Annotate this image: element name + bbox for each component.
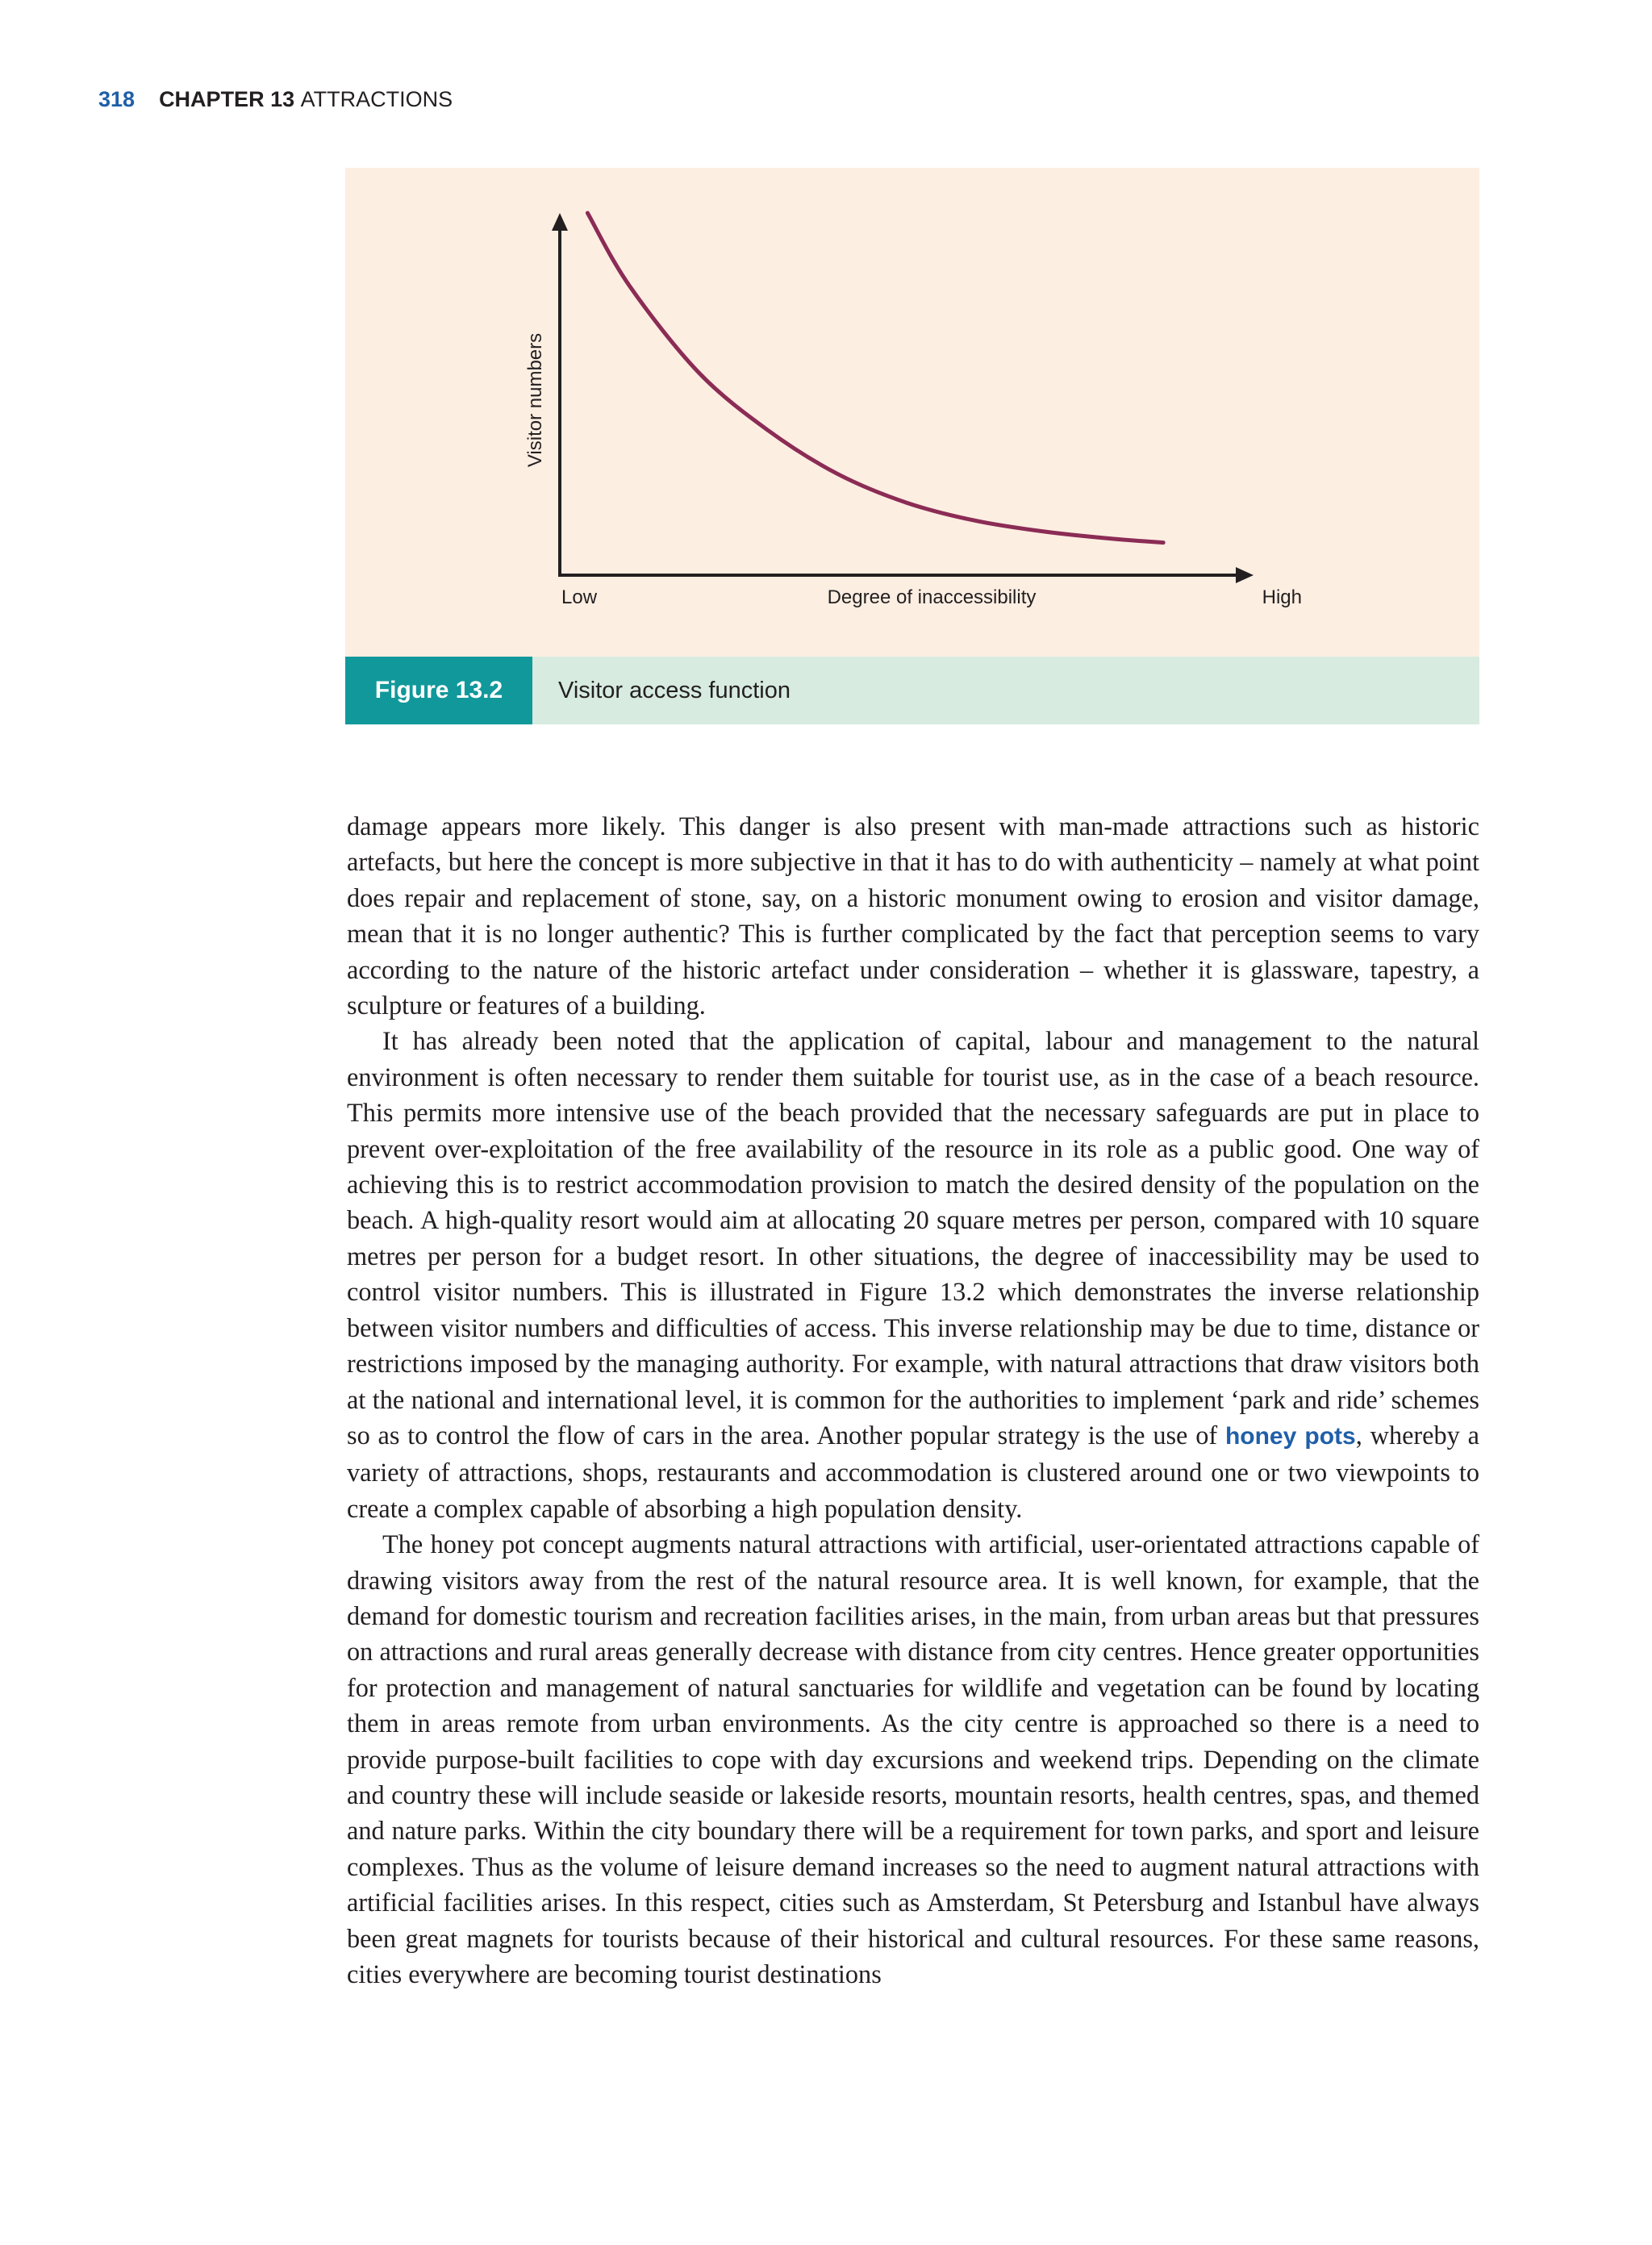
paragraph-text: damage appears more likely. This danger is also present with man-made attractions such as historic artefacts, but here the concept is more subjective in that it has to do with authenticity – namely at what point does repair and replacement of stone, say, on a historic monument owing to erosion and visitor damage, mean that it is no longer authentic? This is further complicated by the fact that perception seems to vary according to the nature of the historic artefact under consideration – whether it is glassware, tapestry, a sculpture or features of a building. — [347, 812, 1479, 1020]
paragraph — [347, 1023, 1479, 1526]
chapter-title: ATTRACTIONS — [300, 87, 453, 111]
paragraph — [347, 1526, 1479, 1992]
y-axis-label: Visitor numbers — [524, 332, 546, 468]
series-curve — [587, 213, 1163, 543]
paragraph-text: It has already been noted that the application of capital, labour and management to the natural environment is often necessary to render them suitable for tourist use, as in the case of a beach resource. This permits more intensive use of the beach provided that the necessary safeguards are put in place to prevent over-exploitation of the free availability of the resource in its role as a public good. One way of achieving this is to restrict accommodation provision to match the desired density of the population on the beach. A high-quality resort would aim at allocating 20 square metres per person, compared with 10 square metres per person for a budget resort. In other situations, the degree of inaccessibility may be used to control visitor numbers. This is illustrated in Figure 13.2 which demonstrates the inverse relationship between visitor numbers and difficulties of access. This inverse relationship may be due to time, distance or restrictions imposed by the managing authority. For example, with natural attractions that draw visitors both at the national and international level, it is common for the authorities to implement ‘park and ride’ schemes so as to control the flow of cars in the area. Another popular strategy is the use of — [347, 1026, 1479, 1450]
page-number: 318 — [98, 87, 136, 111]
figure-caption-text: Visitor access function — [558, 677, 791, 703]
figure-number: Figure 13.2 — [345, 657, 532, 724]
chapter-label: CHAPTER 13 — [159, 87, 295, 111]
key-term-link[interactable]: honey pots — [1224, 1422, 1356, 1450]
x-axis-arrow — [1236, 567, 1254, 583]
figure-caption — [345, 657, 1479, 724]
x-tick-label-high: High — [1262, 586, 1302, 608]
paragraph-text: , whereby a variety of attractions, shops, restaurants and accommodation is clustered around one or two viewpoints to create a complex capable of absorbing a high population density. — [347, 1420, 1479, 1523]
running-head — [98, 87, 453, 112]
x-tick-label-low: Low — [561, 586, 598, 608]
x-axis-label: Degree of inaccessibility — [827, 586, 1037, 608]
paragraph — [347, 808, 1479, 1023]
body-text — [347, 808, 1479, 1992]
paragraph-text: The honey pot concept augments natural attractions with artificial, user-orientated attractions capable of drawing visitors away from the rest of the natural resource area. It is well known, for example, that the demand for domestic tourism and recreation facilities arises, in the main, from urban areas but that pressures on attractions and rural areas generally decrease with distance from city centres. Hence greater opportunities for protection and management of natural sanctuaries for wildlife and vegetation can be found by locating them in areas remote from urban environments. As the city centre is approached so there is a need to provide purpose-built facilities to cope with day excursions and weekend trips. Depending on the climate and country these will include seaside or lakeside resorts, mountain resorts, health centres, spas, and themed and nature parks. Within the city boundary there will be a requirement for town parks, and sport and leisure complexes. Thus as the volume of leisure demand increases so the need to augment natural attractions with artificial facilities arises. In this respect, cities such as Amsterdam, St Petersburg and Istanbul have always been great magnets for tourists because of their historical and cultural resources. For these same reasons, cities everywhere are becoming tourist destinations — [347, 1529, 1479, 1988]
visitor-access-chart — [345, 168, 1479, 657]
y-axis-arrow — [552, 213, 568, 231]
figure-13-2 — [345, 168, 1479, 724]
